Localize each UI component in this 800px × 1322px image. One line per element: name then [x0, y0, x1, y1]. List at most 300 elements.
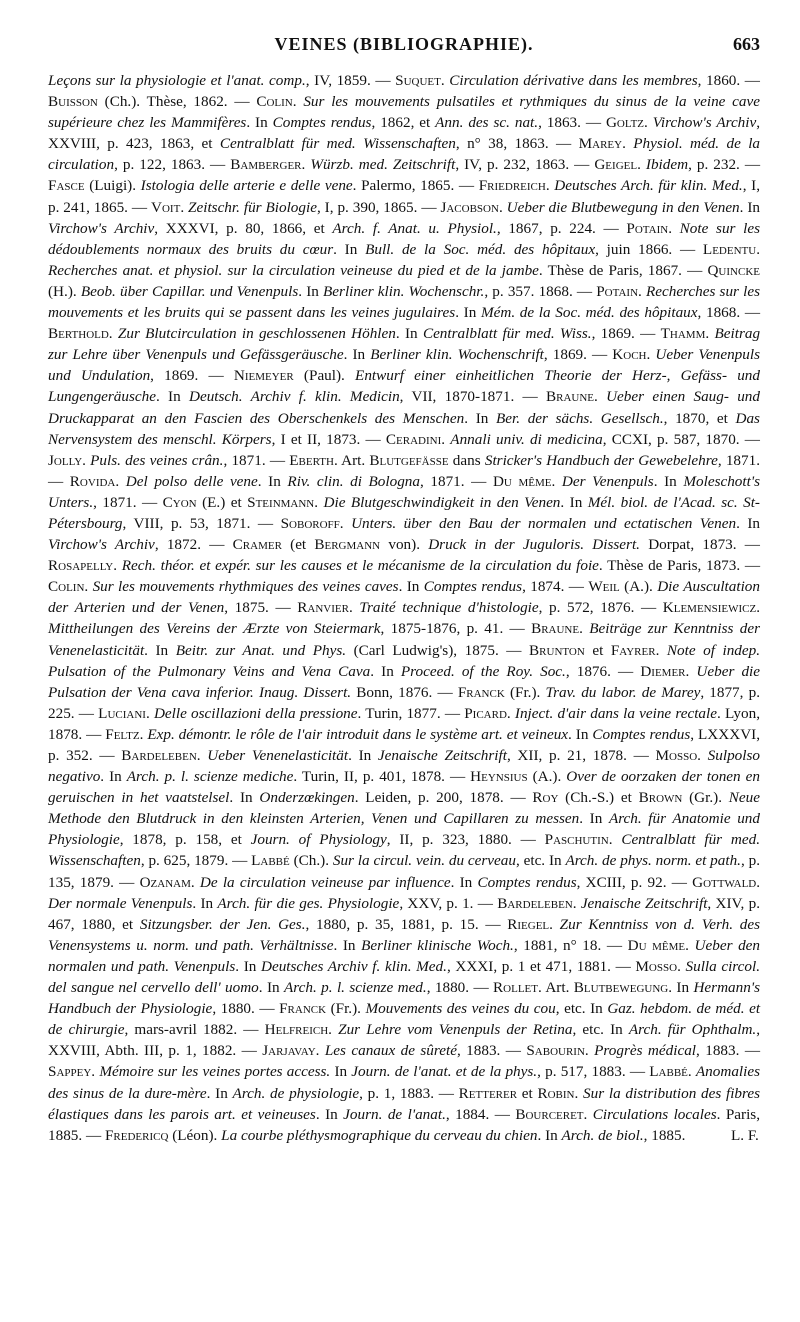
author-name: Heynsius: [470, 768, 528, 786]
author-name: Fredericq: [104, 1126, 169, 1144]
citation-text: (Léon).: [168, 1126, 222, 1144]
italic-title: Neue Methode den Blutdruck in den kleinsten Arterien, Venen und Capillaren zu messen: [48, 789, 760, 828]
italic-title: Rech. théor. et expér. sur les causes et le mécanisme de la circulation du foie: [121, 557, 599, 575]
citation-text: .: [756, 873, 761, 891]
italic-title: Progrès médical: [594, 1042, 697, 1060]
italic-title: Arch. p. l. scienze med.: [284, 979, 427, 997]
author-name: Braune: [545, 388, 595, 406]
citation-text: .: [685, 662, 697, 680]
author-name: Diemer: [640, 662, 686, 680]
author-name: Ozanam: [139, 873, 191, 891]
italic-title: Centralblatt für med. Wiss.: [422, 325, 592, 343]
citation-text: , I et II, 1873. —: [271, 430, 386, 448]
italic-title: Leçons sur la physiologie et l'anat. comp.: [48, 72, 306, 89]
author-name: Koch: [612, 346, 647, 364]
citation-text: . In: [464, 409, 496, 427]
citation-text: , 1869. —: [543, 346, 613, 364]
author-name: Ranvier: [297, 599, 349, 617]
citation-text: .: [339, 514, 352, 532]
citation-text: . In: [455, 304, 481, 322]
italic-title: Zur Blutcirculation in geschlossenen Höhlen: [117, 325, 396, 343]
italic-title: Arch. f. Anat. u. Physiol.: [332, 219, 497, 237]
citation-text: . Leiden, p. 200, 1878. —: [354, 789, 533, 807]
citation-text: . Paris, 1885. —: [48, 1105, 761, 1144]
italic-title: Mél. biol. de l'Acad. sc. St-Pétersbourg: [48, 493, 760, 532]
citation-text: , 1875-1876, p. 41. —: [380, 620, 532, 638]
citation-text: .: [655, 641, 667, 659]
citation-text: .: [756, 240, 760, 258]
italic-title: Virchow's Archiv: [652, 114, 757, 132]
citation-text: , 1863. —: [538, 114, 606, 132]
author-name: Voit: [151, 198, 181, 216]
author-name: Du même: [627, 936, 686, 954]
citation-text: , IV, 1859. —: [305, 72, 396, 89]
bibliography-paragraph: [48, 70, 760, 1146]
citation-text: , IV, p. 232, 1863. —: [455, 156, 595, 174]
italic-title: Journ. de l'anat.: [343, 1105, 446, 1123]
author-name: Klemensiewicz: [662, 599, 757, 617]
author-name: Labbé: [649, 1063, 688, 1081]
italic-title: Arch. p. l. scienze mediche: [126, 768, 294, 786]
citation-text: , 1881, n° 18. —: [513, 936, 628, 954]
citation-text: . Turin, 1877. —: [357, 704, 465, 722]
citation-text: . In: [315, 1105, 344, 1123]
italic-title: Journ. de l'anat. et de la phys.: [351, 1063, 538, 1081]
citation-text: . In: [155, 388, 189, 406]
author-name: Franck: [279, 1000, 327, 1018]
citation-text: , I, p. 241, 1865. —: [48, 177, 760, 216]
citation-text: .: [328, 1021, 339, 1039]
author-name: Robin: [537, 1084, 575, 1102]
citation-text: . In: [398, 578, 424, 596]
citation-text: (A.).: [619, 578, 658, 596]
citation-text: , 1884. —: [445, 1105, 516, 1123]
citation-text: . In: [450, 873, 478, 891]
citation-text: .: [622, 135, 634, 153]
author-name: Geigel: [594, 156, 638, 174]
italic-title: Beiträge zur Kenntniss der Venenelasticität: [48, 620, 760, 659]
italic-title: Berliner klinische Woch.: [361, 936, 514, 954]
citation-text: . In: [144, 641, 176, 659]
citation-text: , LXXXVI, p. 352. —: [48, 725, 761, 764]
italic-title: Circulation dérivative dans les membres: [449, 72, 698, 89]
citation-text: , XIV, p. 467, 1880, et: [48, 894, 760, 933]
author-name: Quincke: [707, 261, 760, 279]
citation-text: (et: [281, 536, 315, 554]
author-name: Ceradini: [385, 430, 442, 448]
author-name: Picard: [464, 704, 507, 722]
italic-title: Druck in der Juguloris. Dissert.: [428, 536, 640, 554]
italic-title: Recherches sur les mouvements et les bruits qui se passent dans les veines jugulaires: [48, 282, 760, 322]
author-name: Eberth: [289, 451, 334, 469]
italic-title: Die Auscultation der Arterien und der Venen: [48, 578, 760, 617]
citation-text: .: [108, 325, 118, 343]
italic-title: Exp. démontr. le rôle de l'air introduit dans le système art. et veineux: [147, 725, 569, 743]
running-title: VEINES (BIBLIOGRAPHIE).: [274, 34, 534, 54]
italic-title: Journ. of Physiology: [250, 831, 387, 849]
citation-text: , 1883. —: [696, 1042, 761, 1060]
italic-title: Inject. d'air dans la veine rectale: [514, 704, 717, 722]
italic-title: Physiol. méd. de la circulation: [48, 135, 761, 174]
citation-text: .: [646, 346, 656, 364]
italic-title: Arch. für Ophthalm.: [628, 1021, 757, 1039]
citation-text: .: [705, 325, 715, 343]
citation-text: Dorpat, 1873. —: [639, 536, 760, 554]
italic-title: Mouvements des veines du cou: [365, 1000, 556, 1018]
author-name: Potain: [626, 219, 669, 237]
citation-text: et: [584, 641, 611, 659]
citation-text: .: [545, 177, 555, 195]
citation-text: , 1876. —: [565, 662, 641, 680]
italic-title: Berliner klin. Wochenschrift: [370, 346, 544, 364]
citation-text: .: [115, 472, 126, 490]
italic-title: Note sur les dédoublements normaux des bruits du cœur: [48, 219, 761, 258]
bibliography-text: [48, 70, 760, 1146]
citation-text: , 1874. —: [522, 578, 589, 596]
author-name: Bourceret: [515, 1105, 584, 1123]
author-name: Luciani: [98, 704, 146, 722]
author-name: Jolly: [48, 451, 83, 469]
italic-title: Mém. de la Soc. méd. des hôpitaux: [480, 304, 698, 322]
citation-text: , p. 625, 1879. —: [140, 852, 252, 870]
citation-text: , XXXI, p. 1 et 471, 1881. —: [446, 957, 636, 975]
citation-text: .: [145, 704, 154, 722]
italic-title: Arch. de biol.: [561, 1126, 644, 1144]
citation-text: , 1878, p. 158, et: [119, 831, 251, 849]
italic-title: Recherches anat. et physiol. sur la circulation veineuse du pied et de la jambe: [48, 261, 539, 279]
italic-title: Ber. der sächs. Gesellsch.: [496, 409, 664, 427]
citation-text: .: [594, 388, 607, 406]
author-name: Jarjavay: [262, 1042, 316, 1060]
italic-title: Traité technique d'histologie: [359, 599, 539, 617]
italic-title: Beob. über Capillar. und Venenpuls: [80, 282, 299, 300]
citation-text: .: [180, 198, 189, 216]
citation-text: , p. 357. 1868. —: [484, 282, 597, 300]
citation-text: . In: [739, 198, 761, 216]
citation-text: . In: [568, 725, 593, 743]
italic-title: La courbe pléthysmographique du cerveau du chien: [221, 1126, 538, 1144]
citation-text: .: [687, 1063, 696, 1081]
author-name: Labbé: [251, 852, 290, 870]
italic-title: Ueber die Blutbewegung in den Venen: [506, 198, 740, 216]
author-name: Cramer: [232, 536, 282, 554]
citation-text: von).: [380, 536, 429, 554]
italic-title: Sitzungsber. der Jen. Ges.: [139, 915, 306, 933]
author-name: Potain: [596, 282, 639, 300]
citation-text: . Art.: [537, 979, 574, 997]
citation-text: , etc. In: [515, 852, 566, 870]
citation-text: . In: [258, 979, 285, 997]
citation-text: , II, p. 323, 1880. —: [386, 831, 545, 849]
italic-title: Centralblatt für med. Wissenschaften: [48, 831, 760, 870]
italic-title: Les canaux de sûreté: [324, 1042, 457, 1060]
citation-text: .: [756, 599, 761, 617]
italic-title: Zur Kenntniss von d. Verh. des Venensystems u. norm. und path. Verhältnisse: [48, 915, 761, 954]
citation-text: , I, p. 390, 1865. —: [316, 198, 441, 216]
author-name: Soboroff: [280, 514, 340, 532]
italic-title: Mémoire sur les veines portes access.: [99, 1063, 331, 1081]
author-name: Brunton: [529, 641, 585, 659]
citation-text: . In: [560, 493, 588, 511]
italic-title: Comptes rendus: [477, 873, 577, 891]
citation-text: .: [506, 704, 515, 722]
citation-text: , XXV, p. 1. —: [399, 894, 498, 912]
italic-title: Ueber Venenpuls und Undulation: [48, 346, 760, 385]
citation-text: .: [583, 1105, 593, 1123]
citation-text: .: [644, 114, 653, 132]
italic-title: Arch. de physiologie: [232, 1084, 360, 1102]
author-name: Du même: [492, 472, 552, 490]
author-name: Mosso: [635, 957, 678, 975]
citation-text: . In: [257, 472, 288, 490]
italic-title: Comptes rendus: [272, 114, 372, 132]
author-name: Buisson: [48, 93, 98, 111]
italic-title: Proceed. of the Roy. Soc.: [400, 662, 566, 680]
italic-title: Hermann's Handbuch der Physiologie: [48, 979, 760, 1018]
citation-text: , juin 1866. —: [595, 240, 703, 258]
author-name: Blutgefässe: [369, 451, 449, 469]
italic-title: Mittheilungen des Vereins der Ærzte von Steiermark: [48, 620, 381, 638]
page-header: [48, 30, 760, 60]
author-name: Brown: [638, 789, 683, 807]
italic-title: Stricker's Handbuch der Gewebelehre: [484, 451, 718, 469]
citation-text: . In: [235, 957, 261, 975]
italic-title: Deutsch. Archiv f. klin. Medicin: [189, 388, 400, 406]
author-name: Fayrer: [610, 641, 656, 659]
author-name: Suquet: [395, 72, 441, 89]
citation-text: .: [668, 219, 680, 237]
citation-text: . Art.: [333, 451, 370, 469]
citation-text: , p. 232. —: [688, 156, 761, 174]
citation-text: . In: [206, 1084, 233, 1102]
author-name: Niemeyer: [233, 367, 294, 385]
citation-text: . In: [298, 282, 324, 300]
citation-text: , XXXVI, p. 80, 1866, et: [154, 219, 333, 237]
citation-text: . In: [100, 768, 127, 786]
citation-text: , p. 135, 1879. —: [48, 852, 761, 891]
citation-text: , 1880. —: [426, 979, 494, 997]
author-name: Bardeleben: [121, 747, 197, 764]
author-name: Bamberger: [230, 156, 302, 174]
italic-title: Virchow's Archiv: [48, 219, 155, 237]
citation-text: , p. 1, 1883. —: [359, 1084, 459, 1102]
citation-text: , 1868. —: [697, 304, 761, 322]
citation-text: , 1867, p. 224. —: [496, 219, 627, 237]
italic-title: Bull. de la Soc. méd. des hôpitaux: [365, 240, 596, 258]
author-name: Thamm: [660, 325, 706, 343]
citation-text: . In: [736, 514, 761, 532]
author-name: Rosapelly: [48, 557, 114, 575]
italic-title: Unters. über den Bau der normalen und ectatischen Venen: [351, 514, 737, 532]
italic-title: Arch. für die ges. Physiologie: [217, 894, 400, 912]
citation-text: , 1870, et: [663, 409, 736, 427]
citation-text: . In: [333, 240, 366, 258]
citation-text: , VIII, p. 53, 1871. —: [122, 514, 281, 532]
author-name: Berthold: [48, 325, 109, 343]
italic-title: Istologia delle arterie e delle vene: [140, 177, 353, 195]
citation-text: , 1860. —: [697, 72, 760, 89]
author-name: Cyon: [162, 493, 197, 511]
citation-text: .: [498, 198, 507, 216]
citation-text: .: [579, 620, 590, 638]
italic-title: Ann. des sc. nat.: [435, 114, 539, 132]
citation-text: , 1871. —: [48, 451, 761, 490]
italic-title: Ueber die Pulsation der Vena cava inferior. Inaug. Dissert.: [48, 662, 761, 701]
citation-text: .: [697, 747, 708, 764]
italic-title: Zur Lehre vom Venenpuls der Retina: [338, 1021, 573, 1039]
citation-text: . In: [192, 894, 218, 912]
author-name: Mosso: [655, 747, 698, 764]
italic-title: Anomalies des sinus de la dure-mère: [48, 1063, 761, 1102]
citation-text: (Paul).: [293, 367, 356, 385]
author-name: Braune: [531, 620, 580, 638]
citation-text: (Ch.).: [289, 852, 333, 870]
italic-title: Comptes rendus: [592, 725, 691, 743]
italic-title: Jenaische Zeitschrift: [377, 747, 507, 764]
italic-title: Onderzœkingen: [259, 789, 355, 807]
author-name: Bergmann: [314, 536, 381, 554]
citation-text: (Fr.).: [326, 1000, 366, 1018]
citation-text: (Ch.-S.) et: [558, 789, 639, 807]
citation-text: . In: [333, 936, 362, 954]
citation-text: .: [574, 1084, 584, 1102]
italic-title: Der normale Venenpuls: [48, 894, 193, 912]
citation-text: dans: [448, 451, 485, 469]
citation-text: Bonn, 1876. —: [351, 683, 458, 701]
italic-title: Comptes rendus: [423, 578, 523, 596]
italic-title: Delle oscillazioni della pressione: [153, 704, 358, 722]
citation-text: . In: [653, 472, 684, 490]
italic-title: Sur les mouvements pulsatiles et rythmiques du sinus de la veine cave supérieure chez les Mammifères: [48, 93, 760, 132]
citation-text: . In: [370, 662, 401, 680]
citation-text: .: [84, 578, 93, 596]
italic-title: Die Blutgeschwindigkeit in den Venen: [323, 493, 561, 511]
italic-title: Beitrag zur Lehre über Venenpuls und Gefässgeräusche: [48, 325, 761, 364]
italic-title: Ueber den normalen und path. Venenpuls: [48, 936, 761, 975]
citation-text: .: [608, 831, 622, 849]
citation-text: (Gr.).: [682, 789, 729, 807]
citation-text: (Carl Ludwig's), 1875. —: [346, 641, 530, 659]
author-name: Jacobson: [440, 198, 499, 216]
citation-text: , 1862, et: [371, 114, 436, 132]
italic-title: Beitr. zur Anat. und Phys.: [175, 641, 347, 659]
author-name: Gottwald: [692, 873, 757, 891]
citation-text: , p. 122, 1863. —: [114, 156, 231, 174]
author-name: Retterer: [458, 1084, 518, 1102]
author-name: Friedreich: [478, 177, 546, 195]
citation-text: .: [190, 873, 200, 891]
citation-text: , etc. In: [572, 1021, 629, 1039]
citation-text: , 1875. —: [224, 599, 298, 617]
citation-text: . Palermo, 1865. —: [352, 177, 479, 195]
citation-text: , p. 572, 1876. —: [538, 599, 663, 617]
citation-text: .: [551, 472, 562, 490]
citation-text: , XCIII, p. 92. —: [576, 873, 693, 891]
author-name: Feltz: [105, 725, 140, 743]
citation-text: , etc. In: [555, 1000, 608, 1018]
citation-text: .: [685, 936, 695, 954]
citation-text: , XXVIII, Abth. III, p. 1, 1882. —: [48, 1021, 761, 1060]
citation-text: .: [301, 156, 311, 174]
citation-text: . In: [348, 747, 378, 764]
citation-text: . In: [537, 1126, 562, 1144]
citation-text: , 1871. —: [420, 472, 493, 490]
italic-title: Sur les mouvements rhythmiques des veines caves: [92, 578, 399, 596]
page-number: 663: [733, 34, 760, 54]
citation-text: . Turin, II, p. 401, 1878. —: [293, 768, 471, 786]
author-name: Rovida: [69, 472, 116, 490]
citation-text: . In: [246, 114, 273, 132]
italic-title: Note of indep. Pulsation of the Pulmonary Veins and Vena Cava: [48, 641, 761, 680]
italic-title: Sulla circol. del sangue nel cervello dell' uomo: [48, 957, 761, 997]
citation-text: .: [348, 599, 360, 617]
citation-text: , XXVIII, p. 423, 1863, et: [48, 114, 761, 153]
citation-text: .: [677, 957, 686, 975]
author-name: Goltz: [605, 114, 645, 132]
italic-title: Trav. du labor. de Marey: [545, 683, 701, 701]
citation-text: , 1869. —: [150, 367, 234, 385]
citation-text: . In: [579, 810, 609, 828]
italic-title: Centralblatt für med. Wissenschaften: [219, 135, 456, 153]
citation-text: , 1877, p. 225. —: [48, 683, 761, 722]
italic-title: Arch. für Anatomie und Physiologie: [48, 810, 760, 849]
author-name: Paschutin: [544, 831, 609, 849]
citation-text: , 1883. —: [456, 1042, 527, 1060]
author-name: Sabourin: [526, 1042, 585, 1060]
author-name: Rollet: [493, 979, 538, 997]
citation-text: . In: [395, 325, 423, 343]
citation-text: In: [330, 1063, 352, 1081]
author-name: Colin: [256, 93, 293, 111]
citation-text: , VII, 1870-1871. —: [399, 388, 546, 406]
italic-title: Entwurf einer einheitlichen Theorie der Herz-, Gefäss- und Lungengeräusche: [48, 367, 760, 406]
citation-text: . Thèse de Paris, 1873. —: [598, 557, 761, 575]
citation-text: (Luigi).: [84, 177, 141, 195]
citation-text: . In: [229, 789, 260, 807]
author-name: Marey: [578, 135, 623, 153]
citation-text: , 1880. —: [212, 1000, 280, 1018]
citation-text: .: [549, 915, 560, 933]
author-name: Colin: [48, 578, 85, 596]
author-name: Ledentu: [702, 240, 757, 258]
citation-text: (E.) et: [196, 493, 248, 511]
author-name: Weil: [588, 578, 620, 596]
italic-title: Das Nervensystem des menschl. Körpers: [48, 409, 760, 448]
citation-text: .: [139, 725, 148, 743]
italic-title: Berliner klin. Wochenschr.: [323, 282, 485, 300]
citation-text: . In: [668, 979, 694, 997]
italic-title: Deutsches Archiv f. klin. Med.: [260, 957, 447, 975]
citation-text: . Thèse de Paris, 1867. —: [538, 261, 708, 279]
citation-text: .: [196, 747, 208, 764]
author-name: Steinmann: [247, 493, 315, 511]
citation-text: .: [91, 1063, 100, 1081]
citation-text: .: [440, 72, 450, 89]
citation-text: .: [638, 282, 646, 300]
citation-text: .: [637, 156, 646, 174]
italic-title: Ueber einen Saug- und Druckapparat an den Fascien des Oberschenkels des Menschen: [48, 388, 760, 427]
citation-text: (Ch.). Thèse, 1862. —: [97, 93, 257, 111]
italic-title: Sulpolso negativo: [48, 747, 760, 786]
citation-text: et: [517, 1084, 538, 1102]
citation-text: , 1869. —: [591, 325, 661, 343]
italic-title: Sur la circul. vein. du cerveau: [332, 852, 516, 870]
author-name: Fasce: [48, 177, 85, 195]
italic-title: Zeitschr. für Biologie: [188, 198, 317, 216]
citation-text: . Lyon, 1878. —: [48, 704, 761, 743]
citation-text: , XII, p. 21, 1878. —: [506, 747, 656, 764]
citation-text: .: [315, 1042, 325, 1060]
